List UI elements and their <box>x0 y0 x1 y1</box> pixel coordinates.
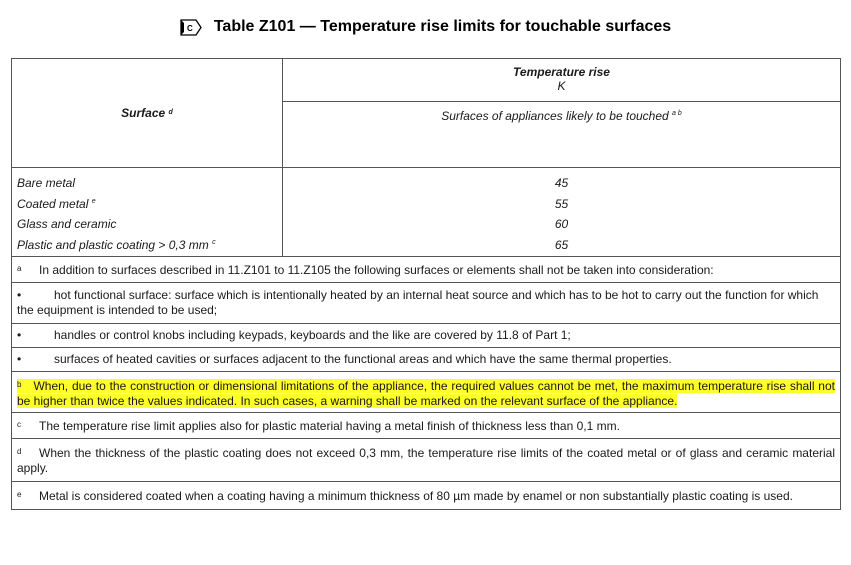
table-row <box>17 175 282 196</box>
bullet-icon: • <box>17 288 22 302</box>
footnote-text: surfaces of heated cavities or surfaces adjacent to the functional areas and which have the same thermal properties. <box>54 352 672 366</box>
highlighted-footnote <box>17 379 835 408</box>
temperature-rise-title-cell <box>283 59 840 102</box>
sub-header-label: Surfaces of appliances likely to be touched <box>441 109 669 123</box>
footnote-text: When the thickness of the plastic coating does not exceed 0,3 mm, the temperature rise limits of the coated metal or of glass and ceramic material apply. <box>17 446 835 475</box>
footnote-b <box>12 372 840 413</box>
value-cell: 55 <box>554 196 569 211</box>
surface-header-label: Surface <box>121 106 166 120</box>
temperature-rise-table <box>11 58 841 510</box>
table-title: Table Z101 — Temperature rise limits for touchable surfaces <box>213 18 672 35</box>
footnote-bullet <box>12 324 840 348</box>
surface-name: Coated metal <box>17 196 89 211</box>
footnote-text: handles or control knobs including keypads, keyboards and the like are covered by 11.8 of Part 1; <box>54 328 571 342</box>
footnote-text: hot functional surface: surface which is intentionally heated by an internal heat source and which has to be hot to carry out the function for which the equipment is intended to be used; <box>17 288 819 317</box>
footnote-text: When, due to the construction or dimensional limitations of the appliance, the required values cannot be met, the maximum temperature rise shall not be higher than twice the values indicated. In such cases, a warning shall be marked on the relevant surface of the appliance. <box>17 379 835 408</box>
footnote-c <box>12 413 840 439</box>
temperature-rise-label: Temperature rise <box>513 65 610 79</box>
surface-name: Plastic and plastic coating > 0,3 mm <box>17 237 209 252</box>
sub-header-cell <box>283 102 840 167</box>
footnote-text: Metal is considered coated when a coating having a minimum thickness of 80 µm made by enamel or non substantially plastic coating is used. <box>39 489 793 503</box>
value-cell: 45 <box>554 176 569 190</box>
footnote-ref: e <box>91 197 96 205</box>
value-column <box>283 168 840 256</box>
footnote-bullet <box>12 283 840 324</box>
table-row <box>17 237 282 258</box>
footnote-mark: e <box>17 490 22 499</box>
cenelec-common-modification-icon <box>180 19 202 36</box>
unit-label: K <box>557 79 566 93</box>
surface-column <box>12 168 283 256</box>
value-cell: 60 <box>554 217 569 231</box>
value-cell: 65 <box>554 237 569 252</box>
footnote-mark: a <box>17 264 22 273</box>
table-body <box>12 168 840 257</box>
svg-text:C: C <box>186 23 193 33</box>
footnote-ref: c <box>212 238 216 246</box>
bullet-icon: • <box>17 352 22 366</box>
footnotes <box>12 257 840 509</box>
footnote-ref-ab: a b <box>672 110 682 117</box>
footnote-mark: c <box>17 420 21 429</box>
surface-name: Glass and ceramic <box>17 217 117 231</box>
footnote-text: In addition to surfaces described in 11.Z101 to 11.Z105 the following surfaces or elements shall not be taken into consideration: <box>39 263 714 277</box>
table-header <box>12 59 840 168</box>
footnote-d <box>12 439 840 482</box>
bullet-icon: • <box>17 328 22 342</box>
footnote-mark: d <box>17 447 22 456</box>
surface-name: Bare metal <box>17 176 76 190</box>
temperature-rise-header <box>283 59 840 167</box>
footnote-a <box>12 257 840 283</box>
footnote-mark: b <box>17 380 22 389</box>
table-row <box>17 216 282 237</box>
title-row <box>0 18 851 36</box>
footnote-e <box>12 482 840 509</box>
footnote-bullet <box>12 348 840 372</box>
footnote-text: The temperature rise limit applies also for plastic material having a metal finish of thickness less than 0,1 mm. <box>39 419 620 433</box>
surface-header: Surface d <box>12 59 283 167</box>
table-row <box>17 196 282 217</box>
